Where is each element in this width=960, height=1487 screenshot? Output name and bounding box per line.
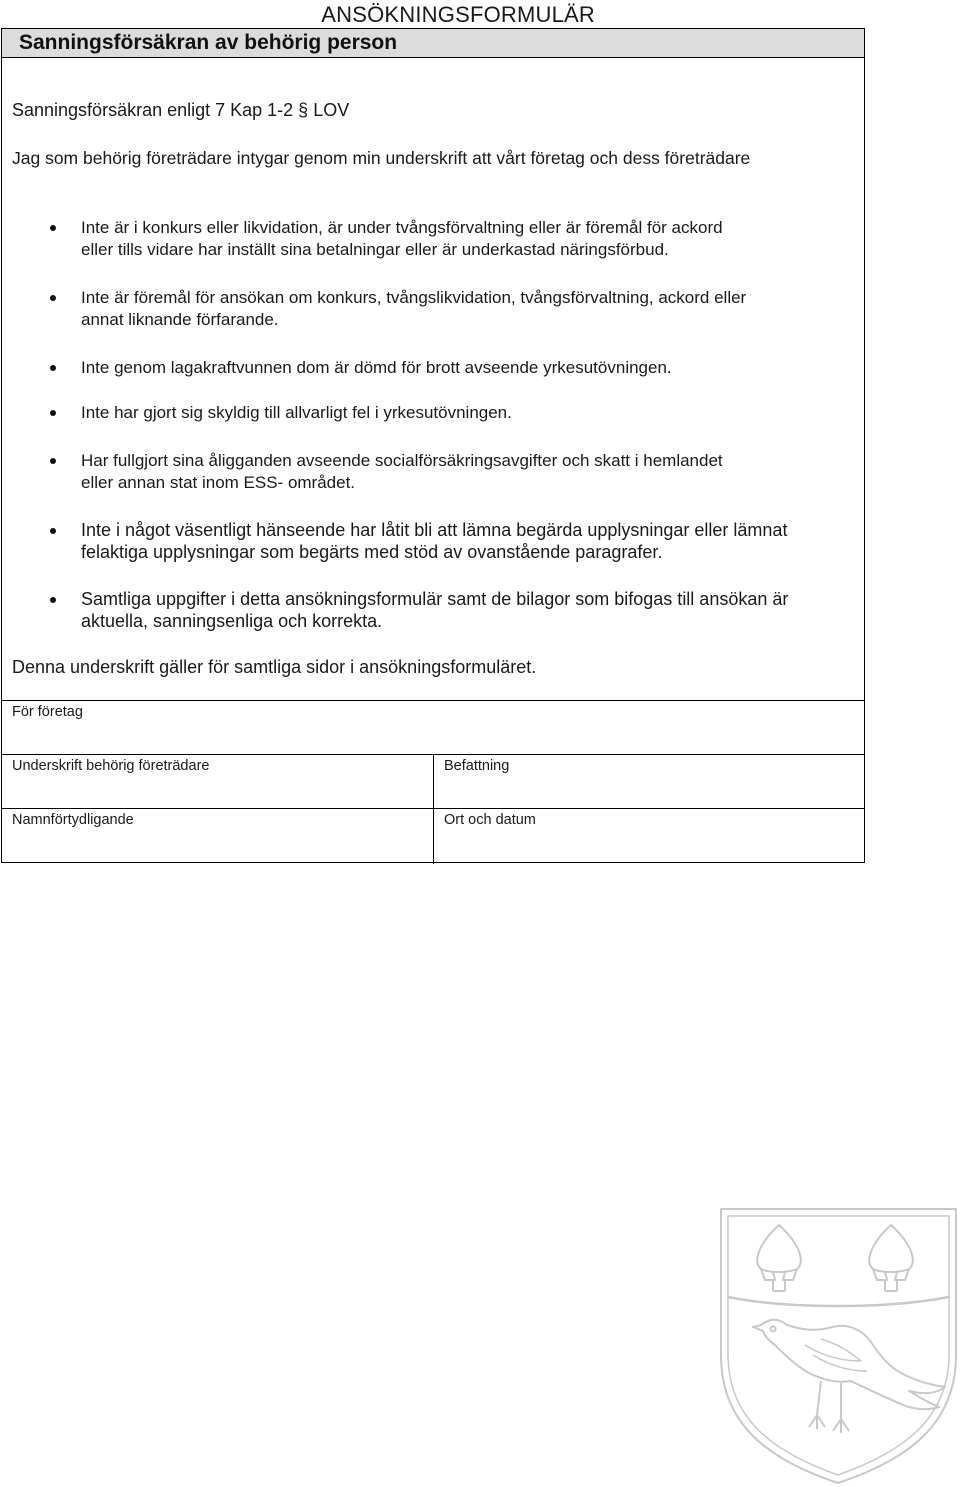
list-item <box>81 287 861 330</box>
bullet-icon <box>50 225 56 231</box>
list-item-line: Inte är i konkurs eller likvidation, är under tvångsförvaltning eller är föremål för ackord <box>81 218 723 237</box>
name-clarification-field[interactable] <box>2 809 434 864</box>
closing-statement: Denna underskrift gäller för samtliga sidor i ansökningsformuläret. <box>12 657 537 677</box>
legal-reference: Sanningsförsäkran enligt 7 Kap 1-2 § LOV <box>12 100 350 120</box>
company-label: För företag <box>12 704 83 720</box>
table-row <box>2 809 864 864</box>
bullet-icon <box>50 410 56 416</box>
bullet-icon <box>50 365 56 371</box>
form-header-title: ANSÖKNINGSFORMULÄR <box>321 2 595 27</box>
list-item-line: aktuella, sanningsenliga och korrekta. <box>81 610 383 631</box>
municipal-coat-of-arms-icon <box>717 1205 960 1487</box>
position-label: Befattning <box>444 758 510 774</box>
table-row <box>2 701 864 755</box>
table-row <box>2 755 864 809</box>
list-item-line: Inte i något väsentligt hänseende har låtit bli att lämna begärda upplysningar eller lämnat <box>81 520 788 540</box>
place-date-field[interactable] <box>434 809 866 864</box>
signature-table <box>2 700 864 863</box>
list-item-line: eller tills vidare har inställt sina betalningar eller är underkastad näringsförbud. <box>81 239 669 259</box>
list-item <box>81 589 861 632</box>
declaration-form <box>1 28 865 863</box>
list-item <box>81 217 861 260</box>
bullet-icon <box>50 528 56 534</box>
list-item <box>81 357 861 379</box>
company-field[interactable] <box>2 701 864 754</box>
bullet-icon <box>50 597 56 603</box>
list-item <box>81 520 861 563</box>
list-item-line: annat liknande förfarande. <box>81 309 279 329</box>
bullet-icon <box>50 458 56 464</box>
bullet-icon <box>50 295 56 301</box>
list-item-line: Inte har gjort sig skyldig till allvarligt fel i yrkesutövningen. <box>81 403 512 422</box>
position-field[interactable] <box>434 755 866 808</box>
list-item-line: eller annan stat inom ESS- området. <box>81 472 356 492</box>
list-item-line: Har fullgjort sina åligganden avseende socialförsäkringsavgifter och skatt i hemlandet <box>81 451 723 470</box>
section-title: Sanningsförsäkran av behörig person <box>19 31 398 54</box>
section-title-bar <box>2 29 864 58</box>
intro-text: Jag som behörig företrädare intygar genom min underskrift att vårt företag och dess företrädare <box>12 148 751 168</box>
signature-label: Underskrift behörig företrädare <box>12 758 210 774</box>
place-date-label: Ort och datum <box>444 812 536 828</box>
signature-field[interactable] <box>2 755 434 808</box>
list-item <box>81 450 861 493</box>
list-item-line: Samtliga uppgifter i detta ansökningsformulär samt de bilagor som bifogas till ansökan är <box>81 589 789 609</box>
list-item-line: Inte genom lagakraftvunnen dom är dömd för brott avseende yrkesutövningen. <box>81 358 672 377</box>
list-item-line: felaktiga upplysningar som begärts med stöd av ovanstående paragrafer. <box>81 541 663 562</box>
list-item-line: Inte är föremål för ansökan om konkurs, tvångslikvidation, tvångsförvaltning, ackord eller <box>81 288 747 307</box>
list-item <box>81 402 861 424</box>
name-label: Namnförtydligande <box>12 812 134 828</box>
